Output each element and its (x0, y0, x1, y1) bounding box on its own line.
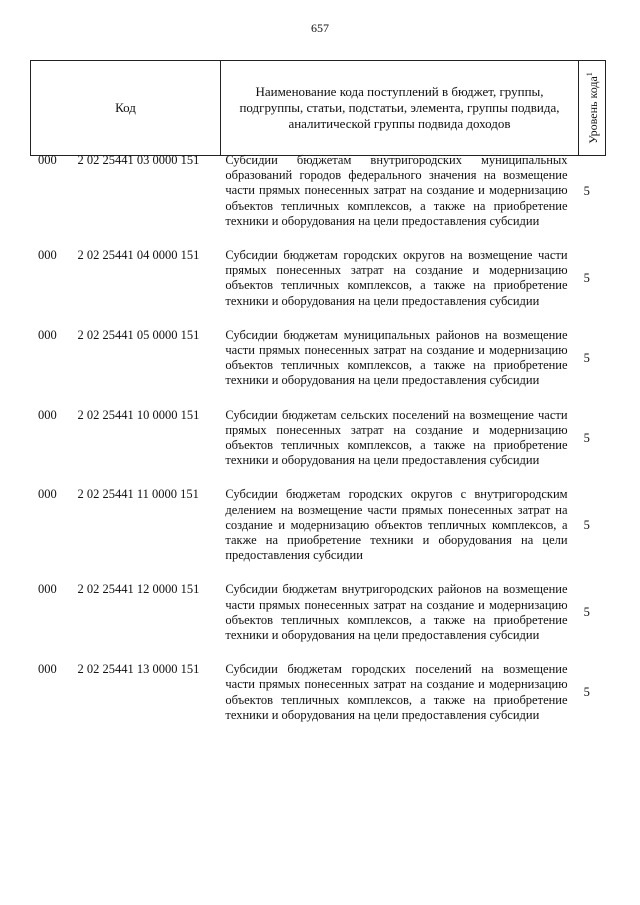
header-level-footnote: 1 (584, 72, 594, 77)
row-level: 5 (583, 430, 590, 445)
header-name-label: Наименование кода поступлений в бюджет, группы, подгруппы, статьи, подстатьи, элемента, группы подвида, аналитической группы подвида доходов (239, 84, 560, 131)
header-level-label: Уровень кода (585, 76, 600, 144)
row-prefix: 000 (38, 662, 57, 677)
row-code: 2 02 25441 12 0000 151 (77, 582, 200, 597)
row-prefix: 000 (38, 327, 57, 342)
row-level: 5 (583, 685, 590, 700)
row-level: 5 (583, 605, 590, 620)
row-description: Субсидии бюджетам муниципальных районов на возмещение части прямых понесенных затрат на создание и модернизацию объектов тепличных комплексов, а также на приобретение техники и оборудования на цели предоставления субсидии (225, 327, 568, 388)
row-level: 5 (583, 183, 590, 198)
row-description: Субсидии бюджетам внутригородских районов на возмещение части прямых понесенных затрат на создание и модернизацию объектов тепличных комплексов, а также на приобретение техники и оборудования на цели предоставления субсидии (225, 582, 568, 643)
row-code: 2 02 25441 03 0000 151 (77, 153, 200, 167)
header-code-label: Код (115, 100, 136, 115)
row-prefix: 000 (38, 153, 57, 167)
row-prefix: 000 (38, 582, 57, 597)
table-row (30, 248, 606, 309)
table-row (30, 662, 606, 723)
header-level-cell (579, 61, 606, 155)
row-description: Субсидии бюджетам городских поселений на возмещение части прямых понесенных затрат на создание и модернизацию объектов тепличных комплексов, а также на приобретение техники и оборудования на цели предоставления субсидии (225, 662, 568, 722)
row-prefix: 000 (38, 407, 57, 422)
table-row (30, 153, 606, 229)
header-code-cell (31, 61, 221, 155)
row-description: Субсидии бюджетам городских округов с внутригородским делением на возмещение части прямых понесенных затрат на создание и модернизацию объектов тепличных комплексов, а также на приобретение техники и оборудования на цели предоставления субсидии (225, 487, 568, 563)
table-row (30, 328, 606, 389)
header-name-cell (221, 61, 579, 155)
table-row (30, 408, 606, 469)
row-description: Субсидии бюджетам внутригородских муниципальных образований городов федерального значения на возмещение части прямых понесенных затрат на создание и модернизацию объектов тепличных комплексов, а также на приобретение техники и оборудования на цели предоставления субсидии (225, 153, 568, 228)
row-description: Субсидии бюджетам сельских поселений на возмещение части прямых понесенных затрат на создание и модернизацию объектов тепличных комплексов, а также на приобретение техники и оборудования на цели предоставления субсидии (225, 407, 568, 468)
page-number: 657 (311, 21, 329, 35)
row-prefix: 000 (38, 248, 57, 263)
row-prefix: 000 (38, 487, 57, 502)
row-code: 2 02 25441 11 0000 151 (77, 487, 199, 502)
row-code: 2 02 25441 13 0000 151 (77, 662, 200, 677)
table-row (30, 487, 606, 563)
header-level-text (585, 72, 601, 144)
table-header (30, 60, 606, 156)
table-body (30, 153, 606, 742)
row-code: 2 02 25441 04 0000 151 (77, 248, 200, 263)
row-level: 5 (583, 350, 590, 365)
row-code: 2 02 25441 10 0000 151 (77, 407, 200, 422)
row-level: 5 (583, 517, 590, 532)
table-row (30, 582, 606, 643)
row-level: 5 (583, 270, 590, 285)
row-description: Субсидии бюджетам городских округов на возмещение части прямых понесенных затрат на создание и модернизацию объектов тепличных комплексов, а также на приобретение техники и оборудования на цели предоставления субсидии (225, 248, 568, 308)
row-code: 2 02 25441 05 0000 151 (77, 327, 200, 342)
